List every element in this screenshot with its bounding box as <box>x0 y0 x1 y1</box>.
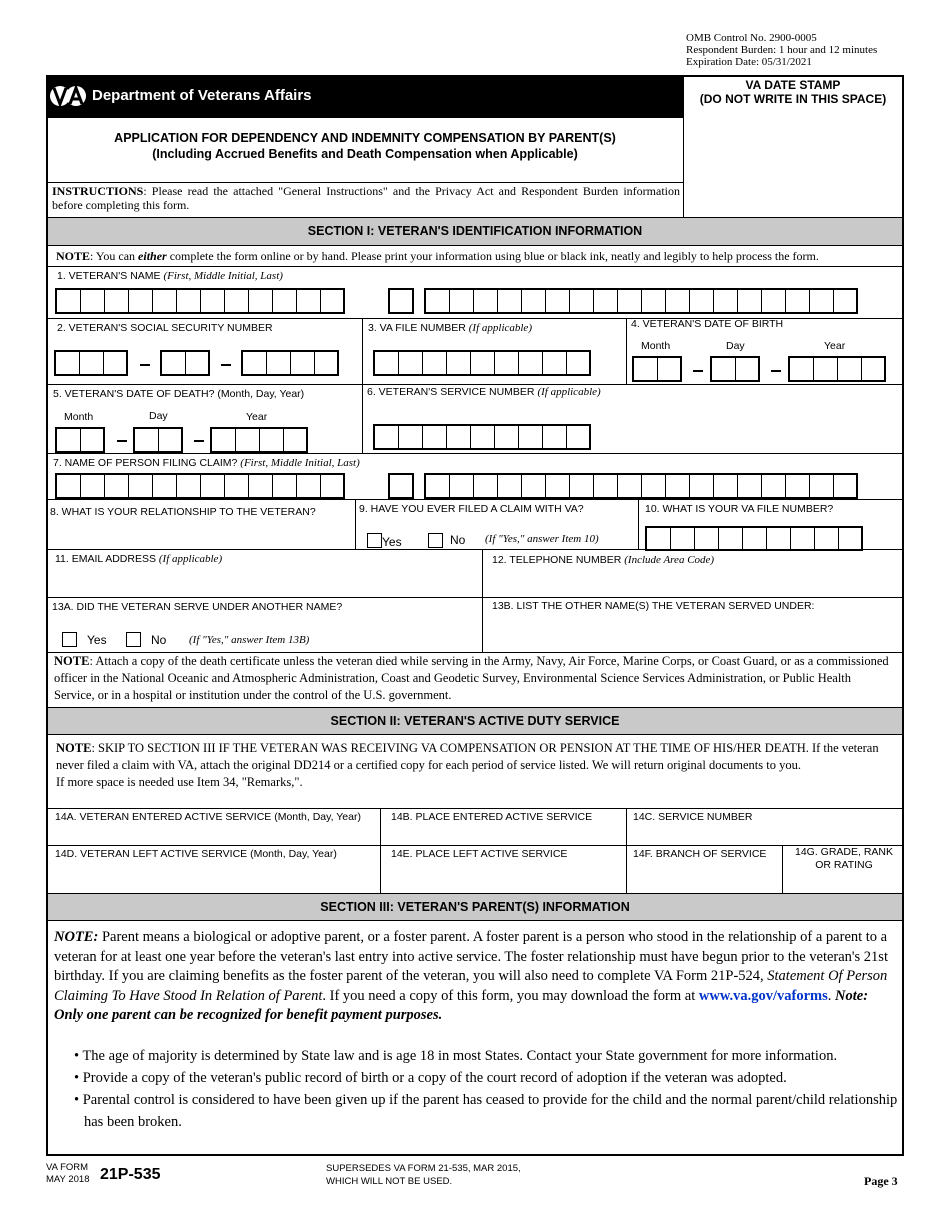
item-9-yes-label: Yes <box>382 535 402 549</box>
char-box[interactable] <box>814 358 838 380</box>
char-box[interactable] <box>618 290 642 312</box>
char-box[interactable] <box>738 475 762 497</box>
char-box[interactable] <box>495 426 519 448</box>
instructions-label: INSTRUCTIONS <box>52 184 144 198</box>
expiration-date: Expiration Date: 05/31/2021 <box>686 56 812 68</box>
char-box[interactable] <box>243 352 267 374</box>
form-title <box>46 130 684 162</box>
char-box[interactable] <box>815 528 839 549</box>
dod-month-input[interactable] <box>55 427 105 453</box>
char-box[interactable] <box>447 426 471 448</box>
agency-name: Department of Veterans Affairs <box>92 87 312 104</box>
stamp-label: VA DATE STAMP <box>745 78 841 92</box>
item-14f-label: 14F. BRANCH OF SERVICE <box>633 848 767 860</box>
char-box[interactable] <box>594 475 618 497</box>
respondent-burden: Respondent Burden: 1 hour and 12 minutes <box>686 44 878 56</box>
dob-year-label: Year <box>824 340 846 352</box>
item-5-label: 5. VETERAN'S DATE OF DEATH? (Month, Day, Year) <box>53 388 305 400</box>
char-box[interactable] <box>423 426 447 448</box>
char-box[interactable] <box>543 426 567 448</box>
char-box[interactable] <box>474 475 498 497</box>
item-12-label: 12. TELEPHONE NUMBER (Include Area Code) <box>492 554 715 566</box>
char-box[interactable] <box>695 528 719 549</box>
char-box[interactable] <box>390 475 414 497</box>
claimant-va-file-number-input[interactable] <box>645 526 863 551</box>
char-box[interactable] <box>767 528 791 549</box>
dod-day-input[interactable] <box>133 427 183 453</box>
char-box[interactable] <box>153 290 177 312</box>
other-names-input[interactable] <box>488 616 898 648</box>
char-box[interactable] <box>642 475 666 497</box>
item-3-label: 3. VA FILE NUMBER (If applicable) <box>368 322 532 334</box>
char-box[interactable] <box>399 426 423 448</box>
item-13b-label: 13B. LIST THE OTHER NAME(S) THE VETERAN SERVED UNDER: <box>492 600 815 612</box>
item-1-label: 1. VETERAN'S NAME (First, Middle Initial, Last) <box>57 270 283 282</box>
bullet-item: • Provide a copy of the veteran's public record of birth or a copy of the court record of adoption if the veteran was adopted. <box>74 1070 787 1086</box>
note-text: : You can <box>90 249 139 263</box>
char-box[interactable] <box>567 352 591 374</box>
char-box[interactable] <box>399 352 423 374</box>
char-box[interactable] <box>594 290 618 312</box>
item-14d-label: 14D. VETERAN LEFT ACTIVE SERVICE (Month, Day, Year) <box>55 848 337 860</box>
char-box[interactable] <box>471 426 495 448</box>
char-box[interactable] <box>658 358 682 380</box>
dod-month-label: Month <box>64 411 94 423</box>
char-box[interactable] <box>810 290 834 312</box>
char-box[interactable] <box>736 358 760 380</box>
char-box[interactable] <box>129 290 153 312</box>
section-3-note: NOTE: Parent means a biological or adoptive parent, or a foster parent. A foster parent is a person who stood in the relationship of a parent to a veteran for at least one year before the veteran's last entry into active service. The foster relationship must have begun prior to the veteran's 21st birthday. If you are claiming benefits as the foster parent of the veteran, you will also need to complete VA Form 21P-524, Statement Of Person Claiming To Have Stood In Relation of Parent. If you need a copy of this form, you may download the form at www.va.gov/vaforms. Note: Only one parent can be recognized for benefit payment purposes. <box>54 929 888 1024</box>
section-3-header: SECTION III: VETERAN'S PARENT(S) INFORMATION <box>48 893 902 921</box>
char-box[interactable] <box>570 290 594 312</box>
char-box[interactable] <box>690 475 714 497</box>
item-6-label: 6. VETERAN'S SERVICE NUMBER (If applicable) <box>367 386 601 398</box>
char-box[interactable] <box>426 475 450 497</box>
char-box[interactable] <box>201 290 225 312</box>
char-box[interactable] <box>762 475 786 497</box>
char-box[interactable] <box>105 475 129 497</box>
section-3-bullets <box>74 1045 898 1133</box>
char-box[interactable] <box>519 352 543 374</box>
char-box[interactable] <box>570 475 594 497</box>
title-line-1: APPLICATION FOR DEPENDENCY AND INDEMNITY COMPENSATION BY PARENT(S) <box>114 131 616 145</box>
char-box[interactable] <box>162 352 186 374</box>
footer-form-label: VA FORM MAY 2018 <box>46 1162 90 1185</box>
char-box[interactable] <box>81 475 105 497</box>
char-box[interactable] <box>273 290 297 312</box>
veteran-middle-initial-input[interactable] <box>388 288 414 314</box>
stamp-note: (DO NOT WRITE IN THIS SPACE) <box>699 92 887 106</box>
char-box[interactable] <box>321 290 345 312</box>
char-box[interactable] <box>546 475 570 497</box>
char-box[interactable] <box>450 290 474 312</box>
dob-month-label: Month <box>641 340 671 352</box>
ssn-part1-input[interactable] <box>54 350 128 376</box>
char-box[interactable] <box>714 475 738 497</box>
item-13a-label: 13A. DID THE VETERAN SERVE UNDER ANOTHER NAME? <box>52 601 343 613</box>
footer-form-number: 21P-535 <box>100 1166 161 1183</box>
char-box[interactable] <box>738 290 762 312</box>
item-13a-no-label: No <box>151 633 167 647</box>
char-box[interactable] <box>543 352 567 374</box>
note-label: NOTE <box>56 249 91 263</box>
item-9-hint: (If "Yes," answer Item 10) <box>485 533 599 545</box>
char-box[interactable] <box>159 429 183 451</box>
item-13a-yes-label: Yes <box>87 633 107 647</box>
char-box[interactable] <box>762 290 786 312</box>
char-box[interactable] <box>284 429 308 451</box>
char-box[interactable] <box>498 475 522 497</box>
veteran-last-name-input[interactable] <box>424 288 858 314</box>
item-14g-label: 14G. GRADE, RANK OR RATING <box>794 846 894 871</box>
char-box[interactable] <box>57 475 81 497</box>
char-box[interactable] <box>522 475 546 497</box>
char-box[interactable] <box>249 475 273 497</box>
char-box[interactable] <box>291 352 315 374</box>
item-9-no-label: No <box>450 533 466 547</box>
dod-day-label: Day <box>149 410 168 422</box>
item-13a-hint: (If "Yes," answer Item 13B) <box>189 634 310 646</box>
char-box[interactable] <box>57 290 81 312</box>
char-box[interactable] <box>786 475 810 497</box>
date-stamp-box <box>684 78 902 106</box>
char-box[interactable] <box>839 528 863 549</box>
instructions <box>52 184 680 212</box>
char-box[interactable] <box>712 358 736 380</box>
char-box[interactable] <box>105 290 129 312</box>
telephone-input[interactable] <box>488 570 898 594</box>
item-10-label: 10. WHAT IS YOUR VA FILE NUMBER? <box>645 503 834 515</box>
item-8-label: 8. WHAT IS YOUR RELATIONSHIP TO THE VETERAN? <box>50 506 316 518</box>
dob-year-input[interactable] <box>788 356 886 382</box>
char-box[interactable] <box>450 475 474 497</box>
item-14e-label: 14E. PLACE LEFT ACTIVE SERVICE <box>391 848 568 860</box>
char-box[interactable] <box>666 290 690 312</box>
char-box[interactable] <box>519 426 543 448</box>
char-box[interactable] <box>790 358 814 380</box>
bullet-item: • Parental control is considered to have been given up if the parent has ceased to provide for the child and the normal parent/child relationship has been broken. <box>74 1092 898 1130</box>
char-box[interactable] <box>647 528 671 549</box>
char-box[interactable] <box>135 429 159 451</box>
omb-info <box>686 32 877 68</box>
page-number: Page 3 <box>864 1174 898 1188</box>
va-forms-link[interactable]: www.va.gov/vaforms <box>698 987 828 1004</box>
death-certificate-note: NOTE: Attach a copy of the death certificate unless the veteran died while serving in the Army, Navy, Air Force, Marine Corps, or Coast Guard, or as a commissioned officer in the National Oceanic and Atmospheric Administration, Coast and Geodetic Survey, Environmental Science Services Administration, or Public Health Service, or in a hospital or institution under the control of the U.S. government. <box>54 654 889 702</box>
char-box[interactable] <box>315 352 339 374</box>
bullet-item: • The age of majority is determined by State law and is age 18 in most States. Contact your State government for more information. <box>74 1048 838 1064</box>
char-box[interactable] <box>834 290 858 312</box>
dob-month-input[interactable] <box>632 356 682 382</box>
char-box[interactable] <box>522 290 546 312</box>
char-box[interactable] <box>104 352 128 374</box>
char-box[interactable] <box>321 475 345 497</box>
char-box[interactable] <box>297 475 321 497</box>
char-box[interactable] <box>634 358 658 380</box>
item-11-label: 11. EMAIL ADDRESS (If applicable) <box>55 553 223 565</box>
char-box[interactable] <box>498 290 522 312</box>
char-box[interactable] <box>80 352 104 374</box>
char-box[interactable] <box>201 475 225 497</box>
section-1-header: SECTION I: VETERAN'S IDENTIFICATION INFORMATION <box>48 217 902 246</box>
dod-year-label: Year <box>246 411 268 423</box>
va-logo-icon <box>50 80 86 112</box>
char-box[interactable] <box>862 358 886 380</box>
char-box[interactable] <box>786 290 810 312</box>
char-box[interactable] <box>267 352 291 374</box>
char-box[interactable] <box>212 429 236 451</box>
dob-day-label: Day <box>726 340 745 352</box>
char-box[interactable] <box>546 290 570 312</box>
dod-year-input[interactable] <box>210 427 308 453</box>
char-box[interactable] <box>447 352 471 374</box>
ssn-part3-input[interactable] <box>241 350 339 376</box>
title-line-2: (Including Accrued Benefits and Death Compensation when Applicable) <box>152 147 578 161</box>
char-box[interactable] <box>225 290 249 312</box>
ssn-part2-input[interactable] <box>160 350 210 376</box>
char-box[interactable] <box>618 475 642 497</box>
char-box[interactable] <box>423 352 447 374</box>
char-box[interactable] <box>177 290 201 312</box>
char-box[interactable] <box>186 352 210 374</box>
char-box[interactable] <box>375 426 399 448</box>
char-box[interactable] <box>838 358 862 380</box>
char-box[interactable] <box>642 290 666 312</box>
char-box[interactable] <box>57 429 81 451</box>
claimant-middle-initial-input[interactable] <box>388 473 414 499</box>
instructions-text: : Please read the attached "General Instructions" and the Privacy Act and Respondent Burden information before completing this form. <box>52 184 680 212</box>
char-box[interactable] <box>153 475 177 497</box>
char-box[interactable] <box>690 290 714 312</box>
char-box[interactable] <box>834 475 858 497</box>
item-9-yes-checkbox[interactable] <box>367 533 382 548</box>
item-14b-label: 14B. PLACE ENTERED ACTIVE SERVICE <box>391 811 593 823</box>
service-number-input[interactable] <box>373 424 591 450</box>
item-14c-label: 14C. SERVICE NUMBER <box>633 811 753 823</box>
char-box[interactable] <box>81 429 105 451</box>
dob-day-input[interactable] <box>710 356 760 382</box>
claimant-first-name-input[interactable] <box>55 473 345 499</box>
char-box[interactable] <box>81 290 105 312</box>
char-box[interactable] <box>719 528 743 549</box>
char-box[interactable] <box>671 528 695 549</box>
char-box[interactable] <box>249 290 273 312</box>
char-box[interactable] <box>375 352 399 374</box>
item-9-label: 9. HAVE YOU EVER FILED A CLAIM WITH VA? <box>359 503 584 515</box>
item-13a-no-checkbox[interactable] <box>126 632 141 647</box>
agency-header <box>46 75 684 118</box>
item-9-no-checkbox[interactable] <box>428 533 443 548</box>
note-text: complete the form online or by hand. Please print your information using blue or black ink, neatly and legibly to help process the form. <box>166 249 819 263</box>
note-emphasis: either <box>138 249 167 263</box>
claimant-last-name-input[interactable] <box>424 473 858 499</box>
char-box[interactable] <box>177 475 201 497</box>
char-box[interactable] <box>471 352 495 374</box>
char-box[interactable] <box>810 475 834 497</box>
char-box[interactable] <box>567 426 591 448</box>
char-box[interactable] <box>743 528 767 549</box>
char-box[interactable] <box>791 528 815 549</box>
section-1-note <box>56 248 819 265</box>
char-box[interactable] <box>714 290 738 312</box>
item-2-label: 2. VETERAN'S SOCIAL SECURITY NUMBER <box>57 322 273 334</box>
section-2-note: NOTE: SKIP TO SECTION III IF THE VETERAN WAS RECEIVING VA COMPENSATION OR PENSION AT THE TIME OF HIS/HER DEATH. If the veteran never filed a claim with VA, attach the original DD214 or a certified copy for each period of service listed. We will return original documents to you. If more space is needed use Item 34, "Remarks,". <box>56 741 879 789</box>
item-7-label: 7. NAME OF PERSON FILING CLAIM? (First, Middle Initial, Last) <box>53 457 360 469</box>
va-file-number-input[interactable] <box>373 350 591 376</box>
email-input[interactable] <box>50 568 478 594</box>
char-box[interactable] <box>390 290 414 312</box>
item-14a-label: 14A. VETERAN ENTERED ACTIVE SERVICE (Month, Day, Year) <box>55 811 361 823</box>
char-box[interactable] <box>426 290 450 312</box>
char-box[interactable] <box>225 475 249 497</box>
char-box[interactable] <box>236 429 260 451</box>
veteran-first-name-input[interactable] <box>55 288 345 314</box>
char-box[interactable] <box>474 290 498 312</box>
char-box[interactable] <box>495 352 519 374</box>
char-box[interactable] <box>56 352 80 374</box>
char-box[interactable] <box>129 475 153 497</box>
omb-control: OMB Control No. 2900-0005 <box>686 32 817 44</box>
char-box[interactable] <box>666 475 690 497</box>
section-2-header: SECTION II: VETERAN'S ACTIVE DUTY SERVICE <box>48 707 902 735</box>
item-4-label: 4. VETERAN'S DATE OF BIRTH <box>631 318 784 330</box>
char-box[interactable] <box>260 429 284 451</box>
footer-supersedes: SUPERSEDES VA FORM 21-535, MAR 2015, WHICH WILL NOT BE USED. <box>326 1163 521 1187</box>
item-13a-yes-checkbox[interactable] <box>62 632 77 647</box>
char-box[interactable] <box>273 475 297 497</box>
char-box[interactable] <box>297 290 321 312</box>
